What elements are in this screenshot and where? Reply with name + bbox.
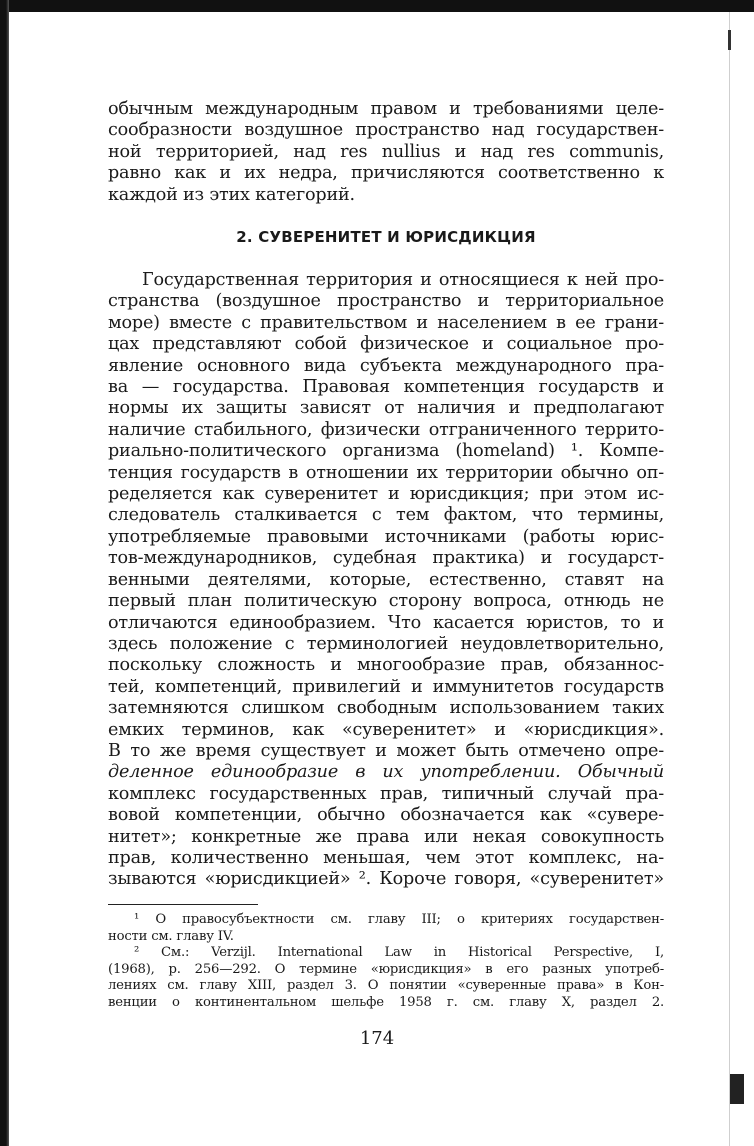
footnote-line: лениях см. главу XIII, раздел 3. О понятии «суверенные права» в Кон- [108, 978, 664, 994]
text-line: вовой компетенции, обычно обозначается как «сувере- [108, 805, 664, 826]
text-line: равно как и их недра, причисляются соответственно к [108, 163, 664, 184]
text-line: ределяется как суверенитет и юрисдикция; при этом ис- [108, 484, 664, 505]
text-line: деленное единообразие в их употреблении. Обычный [108, 762, 664, 783]
text-line: первый план политическую сторону вопроса, отнюдь не [108, 591, 664, 612]
text-line: тенция государств в отношении их территории обычно оп- [108, 462, 664, 483]
text-line: емких терминов, как «суверенитет» и «юрисдикция». [108, 719, 664, 740]
intro-paragraph [108, 99, 664, 206]
footnote-line: ности см. главу IV. [108, 928, 234, 944]
scan-border-left [0, 0, 9, 1146]
text-line: тей, компетенций, привилегий и иммунитетов государств [108, 676, 664, 697]
text-line: прав, количественно меньшая, чем этот комплекс, на- [108, 847, 664, 868]
section-heading: 2. СУВЕРЕНИТЕТ И ЮРИСДИКЦИЯ [236, 228, 536, 246]
page-number: 174 [359, 1028, 395, 1049]
footnote-separator [108, 904, 258, 905]
text-line: сообразности воздушное пространство над государствен- [108, 120, 664, 141]
text-line: явление основного вида субъекта международного пра- [108, 355, 664, 376]
text-line: обычным международным правом и требованиями целе- [108, 99, 664, 119]
text-line: нитет»; конкретные же права или некая совокупность [108, 826, 664, 847]
text-line: зываются «юрисдикцией» ². Короче говоря, «суверенитет» [108, 869, 664, 890]
text-line: Государственная территория и относящиеся к ней про- [142, 270, 664, 290]
text-line: здесь положение с терминологией неудовлетворительно, [108, 633, 664, 654]
text-line: ва — государства. Правовая компетенция государств и [108, 377, 664, 398]
text-line: море) вместе с правительством и населением в ее грани- [108, 312, 664, 333]
text-line: каждой из этих категорий. [108, 184, 355, 205]
footnote-line: ¹ О правосубъектности см. главу III; о критериях государствен- [134, 912, 664, 927]
text-line: риально-политического организма (homeland) ¹. Компе- [108, 441, 664, 462]
footnotes [108, 912, 664, 1012]
text-line: следователь сталкивается с тем фактом, что термины, [108, 505, 664, 526]
text-line: странства (воздушное пространство и территориальное [108, 291, 664, 312]
footnote-line: ² См.: Verzijl. International Law in Historical Perspective, I, [134, 945, 664, 961]
scan-page-edge [729, 12, 752, 1146]
footnote-line: венции о континентальном шельфе 1958 г. см. главу X, раздел 2. [108, 994, 664, 1010]
scan-border-top [0, 0, 754, 12]
text-line: отличаются единообразием. Что касается юристов, то и [108, 612, 664, 633]
text-line: В то же время существует и может быть отмечено опре- [108, 740, 664, 761]
text-line: затемняются слишком свободным использованием таких [108, 698, 664, 719]
text-line: поскольку сложность и многообразие прав, обязаннос- [108, 655, 664, 676]
text-line: тов-международников, судебная практика) и государст- [108, 548, 664, 569]
footnote-line: (1968), p. 256—292. О термине «юрисдикция» в его разных употреб- [108, 961, 664, 977]
main-paragraph [108, 270, 664, 891]
text-line: комплекс государственных прав, типичный случай пра- [108, 783, 664, 804]
text-line: ной территорией, над res nullius и над res communis, [108, 141, 664, 162]
text-line: употребляемые правовыми источниками (работы юрис- [108, 526, 664, 547]
text-line: нормы их защиты зависят от наличия и предполагают [108, 398, 664, 419]
text-line: цах представляют собой физическое и социальное про- [108, 334, 664, 355]
text-line: наличие стабильного, физически отграниченного террито- [108, 419, 664, 440]
text-line: венными деятелями, которые, естественно, ставят на [108, 569, 664, 590]
